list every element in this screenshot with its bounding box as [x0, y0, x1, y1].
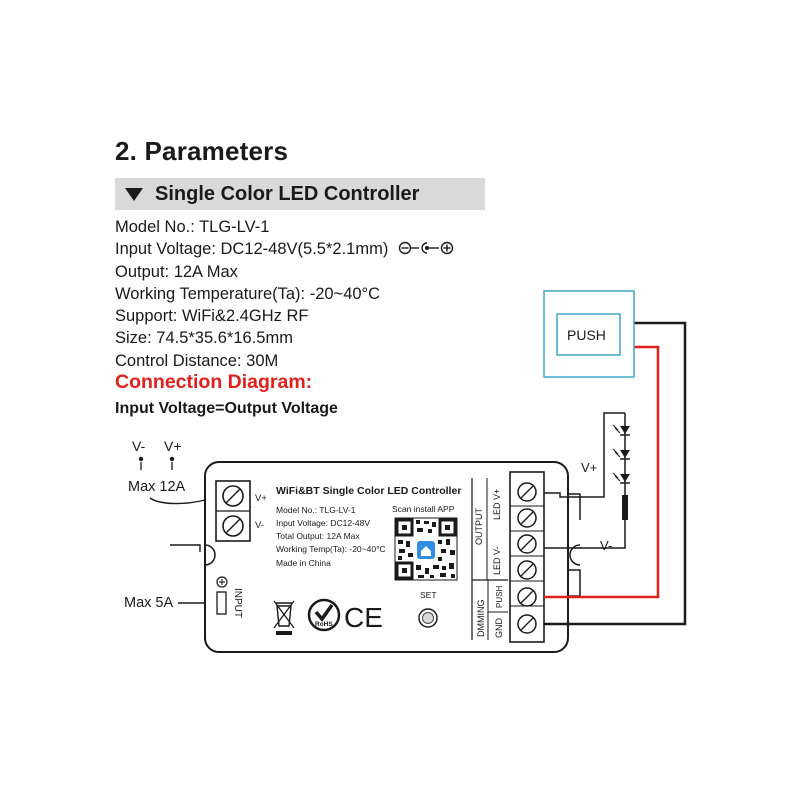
- input-v-minus-dot: [139, 457, 143, 461]
- input-wire-upper: [150, 498, 205, 504]
- input-wire-lower: [170, 545, 200, 552]
- spec-size: Size: 74.5*35.6*16.5mm: [115, 329, 293, 348]
- page-title: 2. Parameters: [115, 136, 289, 166]
- terminal-v-minus-label: V-: [255, 520, 264, 531]
- rohs-text: RoHS: [315, 621, 333, 628]
- device-line-input: Input Voltage: DC12-48V: [276, 518, 371, 528]
- output-v-minus-label: V-: [600, 538, 613, 553]
- output-v-plus-label: V+: [581, 460, 598, 475]
- ce-mark: CE: [344, 602, 383, 633]
- mount-tab-right-lower: [568, 570, 580, 596]
- mount-tab-right-upper: [568, 494, 580, 520]
- max-12a-label: Max 12A: [128, 479, 186, 495]
- push-switch-label: PUSH: [567, 327, 606, 343]
- max-5a-label: Max 5A: [124, 595, 174, 611]
- section-title: Single Color LED Controller: [155, 182, 420, 205]
- dc-jack: [217, 592, 226, 614]
- spec-temperature: Working Temperature(Ta): -20~40°C: [115, 284, 381, 303]
- input-v-plus-label: V+: [164, 438, 182, 454]
- device-line-output: Total Output: 12A Max: [276, 531, 360, 541]
- push-term-label: PUSH: [495, 585, 504, 608]
- spec-output: Output: 12A Max: [115, 262, 238, 281]
- terminal-v-plus-label: V+: [255, 493, 267, 504]
- device-line-origin: Made in China: [276, 558, 331, 568]
- input-v-plus-dot: [170, 457, 174, 461]
- input-jack-label: INPUT: [232, 588, 243, 618]
- dimming-label: DMMING: [476, 599, 486, 637]
- spec-distance: Control Distance: 30M: [115, 351, 279, 370]
- scan-app-text: Scan install APP: [392, 504, 455, 514]
- device-line-temp: Working Temp(Ta): -20~40°C: [276, 544, 386, 554]
- io-voltage-note: Input Voltage=Output Voltage: [115, 400, 338, 417]
- led-diode-icons: [613, 425, 630, 483]
- output-label: OUTPUT: [474, 508, 484, 545]
- spec-model: Model No.: TLG-LV-1: [115, 218, 270, 236]
- device-title: WiFi&BT Single Color LED Controller: [276, 485, 462, 497]
- set-label: SET: [420, 590, 437, 600]
- spec-support: Support: WiFi&2.4GHz RF: [115, 307, 309, 326]
- connection-diagram-title: Connection Diagram:: [115, 371, 313, 393]
- led-v-minus-label: LED V-: [492, 546, 502, 575]
- device-line-model: Model No.: TLG-LV-1: [276, 505, 356, 515]
- input-v-minus-label: V-: [132, 438, 146, 454]
- led-v-plus-label: LED V+: [492, 488, 502, 520]
- led-resistor: [622, 495, 628, 520]
- spec-input-voltage: Input Voltage: DC12-48V(5.5*2.1mm): [115, 238, 457, 260]
- gnd-term-label: GND: [494, 618, 504, 638]
